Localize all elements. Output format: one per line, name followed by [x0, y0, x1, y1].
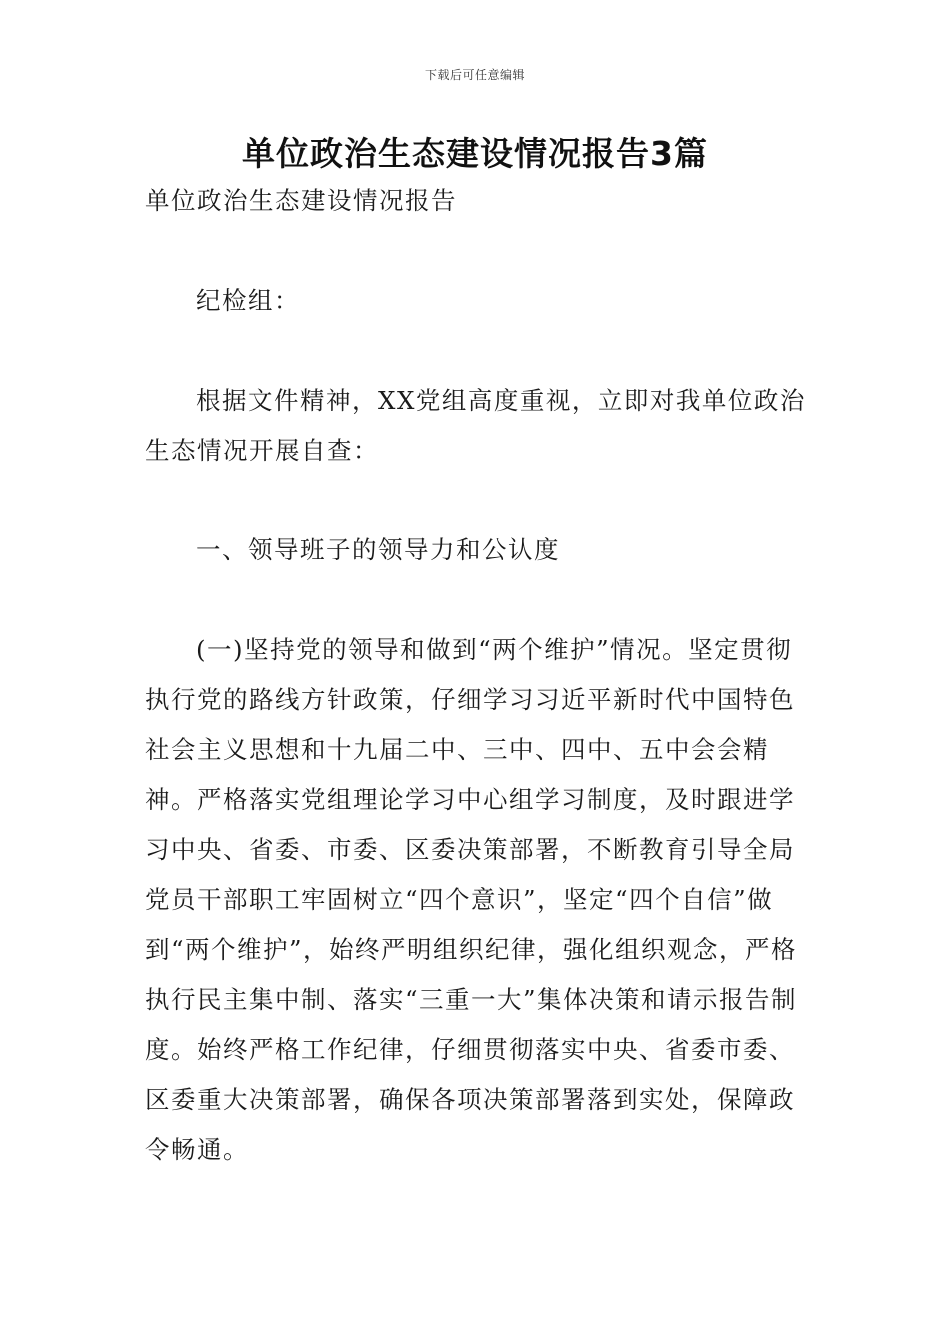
- addressee: 纪检组：: [196, 286, 300, 315]
- section-heading: 一、领导班子的领导力和公认度: [196, 535, 560, 564]
- document-subtitle: 单位政治生态建设情况报告: [145, 186, 457, 215]
- main-paragraph: (一)坚持党的领导和做到“两个维护”情况。坚定贯彻执行党的路线方针政策，仔细学习习近平新时代中国特色社会主义思想和十九届二中、三中、四中、五中会会精神。严格落实党组理论学习中心组学习制度，及时跟进学习中央、省委、市委、区委决策部署，不断教育引导全局党员干部职工牢固树立“四个意识”，坚定“四个自信”做到“两个维护”，始终严明组织纪律，强化组织观念，严格执行民主集中制、落实“三重一大”集体决策和请示报告制度。始终严格工作纪律，仔细贯彻落实中央、省委市委、区委重大决策部署，确保各项决策部署落到实处，保障政令畅通。: [145, 635, 798, 1164]
- document-title: 单位政治生态建设情况报告3篇: [242, 134, 708, 173]
- header-note: 下载后可任意编辑: [424, 68, 525, 82]
- intro-paragraph: 根据文件精神，XX党组高度重视，立即对我单位政治生态情况开展自查：: [145, 386, 806, 465]
